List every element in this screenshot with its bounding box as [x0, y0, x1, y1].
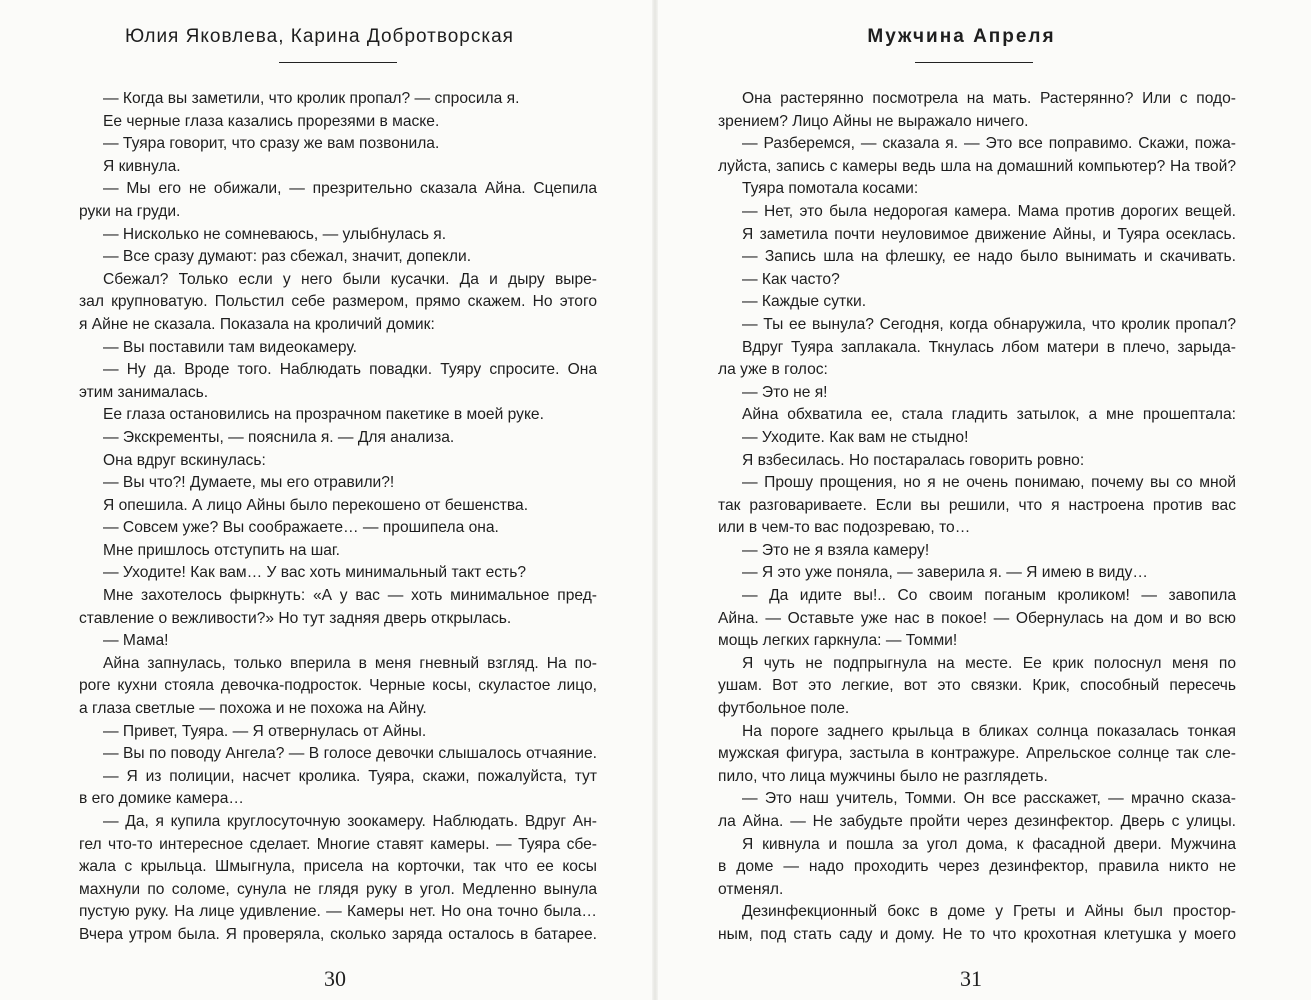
text-line: Сбежал? Только если у него были кусачки. Да и дыру выре- [103, 270, 597, 288]
text-line: пустую руку. На лице удивление. — Камеры нет. Но она точно была… [79, 903, 597, 921]
text-line: Айна. — Оставьте уже нас в покое! — Обернулась на дом и во всю [718, 609, 1236, 627]
text-line: мужская фигура, застыла в контражуре. Апрельское солнце так сле- [718, 745, 1236, 763]
text-line: Я взбесилась. Но постаралась говорить ровно: [742, 451, 1085, 469]
text-line: — Как часто? [742, 270, 840, 288]
text-line: — Это не я взяла камеру! [742, 541, 930, 559]
running-header-title: Мужчина Апреля [867, 26, 1056, 47]
text-line: Вчера утром была. Я проверяла, сколько заряда осталось в батарее. [79, 925, 597, 943]
text-line: Туяра помотала косами: [742, 180, 919, 198]
running-header-authors: Юлия Яковлева, Карина Добротворская [125, 26, 514, 47]
text-line: этим занималась. [79, 383, 209, 401]
text-line: Она растерянно посмотрела на мать. Растерянно? Или с подо- [742, 90, 1236, 107]
text-line: На пороге заднего крыльца в бликах солнца показалась тонкая [742, 722, 1236, 740]
text-line: Я кивнула. [103, 157, 181, 175]
text-line: — Туяра говорит, что сразу же вам позвонила. [103, 135, 440, 153]
left-page [0, 0, 655, 1000]
text-line: — Каждые сутки. [742, 293, 867, 311]
text-line: ла Айна. — Не забудьте пройти через дезинфектор. Дверь с улицы. [718, 813, 1236, 830]
text-line: — Уходите! Как вам… У вас хоть минимальный такт есть? [103, 564, 526, 582]
text-line: Мне захотелось фыркнуть: «А у вас — хоть минимальное пред- [103, 587, 597, 605]
text-line: жала с крыльца. Шмыгнула, присела на корточки, так что ее косы [79, 858, 597, 876]
text-line: Дезинфекционный бокс в доме у Греты и Айны был простор- [742, 903, 1236, 921]
text-line: — Это наш учитель, Томми. Он все расскажет, — мрачно сказа- [742, 790, 1236, 808]
header-rule [279, 62, 397, 63]
text-line: — Нисколько не сомневаюсь, — улыбнулась я. [103, 225, 447, 243]
text-line: Айна запнулась, только вперила в меня гневный взгляд. На по- [103, 654, 597, 672]
text-line: Мне пришлось отступить на шаг. [103, 541, 341, 559]
text-line: — Все сразу думают: раз сбежал, значит, допекли. [103, 248, 472, 266]
text-line: — Вы поставили там видеокамеру. [103, 338, 357, 356]
text-line: ставление о вежливости?» Но тут задняя дверь открылась. [79, 609, 512, 627]
text-line: Я кивнула и пошла за угол дома, к фасадной двери. Мужчина [742, 835, 1236, 853]
text-line: Я опешила. А лицо Айны было перекошено от бешенства. [103, 496, 529, 514]
page-number: 31 [960, 966, 982, 991]
text-line: ным, под стать саду и дому. Не то что крохотная клетушка у моего [718, 925, 1236, 943]
text-line: в его домике камера… [79, 790, 245, 808]
text-line: — Совсем уже? Вы соображаете… — прошипела она. [103, 519, 499, 537]
right-page [656, 0, 1311, 1000]
text-line: роге кухни стояла девочка-подросток. Черные косы, скуластое лицо, [79, 677, 597, 695]
text-line: — Разберемся, — сказала я. — Это все поправимо. Скажи, пожа- [742, 135, 1236, 153]
text-line: Я заметила почти неуловимое движение Айны, и Туяра осеклась. [742, 225, 1236, 243]
text-line: или в чем-то вас подозреваю, то… [718, 519, 971, 537]
text-line: — Уходите. Как вам не стыдно! [742, 428, 969, 446]
text-line: футбольное поле. [718, 700, 850, 718]
text-line: — Мы его не обижали, — презрительно сказала Айна. Сцепила [103, 180, 597, 198]
body-text [718, 88, 1236, 947]
text-line: — Привет, Туяра. — Я отвернулась от Айны. [103, 722, 427, 740]
text-line: пило, что лица мужчины было не разглядеть. [718, 767, 1048, 785]
text-line: — Да, я купила круглосуточную зоокамеру. Наблюдать. Вдруг Ан- [103, 813, 597, 830]
text-line: — Вы что?! Думаете, мы его отравили?! [103, 474, 395, 492]
text-line: — Прошу прощения, но я не очень понимаю, почему вы со мной [742, 474, 1236, 492]
text-line: так разговариваете. Если вы решили, что я настроена против вас [718, 496, 1236, 514]
text-line: — Вы по поводу Ангела? — В голосе девочки слышалось отчаяние. [103, 745, 597, 763]
text-line: отменял. [718, 880, 784, 898]
page-number: 30 [324, 966, 346, 991]
text-line: — Я из полиции, насчет кролика. Туяра, скажи, пожалуйста, тут [103, 767, 597, 785]
text-line: в доме — надо проходить через дезинфектор, правила никто не [718, 858, 1236, 876]
text-line: руки на груди. [79, 202, 181, 220]
text-line: а глаза светлые — похожа и не похожа на Айну. [79, 700, 427, 718]
text-line: Она вдруг вскинулась: [103, 451, 266, 469]
text-line: ла уже в голос: [718, 361, 828, 379]
text-line: — Запись шла на флешку, ее надо было вынимать и скачивать. [742, 248, 1236, 266]
text-line: — Я это уже поняла, — заверила я. — Я имею в виду… [742, 564, 1149, 582]
text-line: мощь легких гаркнула: — Томми! [718, 632, 958, 650]
text-line: — Экскременты, — пояснила я. — Для анализа. [103, 428, 455, 446]
text-line: махнули по соломе, сунула не глядя руку в угол. Медленно вынула [79, 880, 597, 898]
text-line: Ее черные глаза казались прорезями в маске. [103, 112, 440, 130]
text-line: — Мама! [103, 632, 169, 650]
text-line: Я чуть не подпрыгнула на месте. Ее крик полоснул меня по [742, 654, 1236, 672]
text-line: гел что-то интересное сделает. Многие ставят камеры. — Туяра сбе- [79, 835, 597, 853]
text-line: зал крупноватую. Польстил себе размером, прямо скажем. Но этого [79, 293, 597, 311]
text-line: я Айне не сказала. Показала на кроличий домик: [79, 315, 435, 333]
body-text [79, 88, 597, 947]
text-line: зрением? Лицо Айны не выражало ничего. [718, 112, 1029, 130]
text-line: луйста, запись с камеры ведь шла на домашний компьютер? На твой? [718, 157, 1236, 175]
text-line: — Да идите вы!.. Со своим поганым кроликом! — завопила [742, 587, 1236, 605]
text-line: — Это не я! [742, 383, 828, 401]
text-line: — Нет, это была недорогая камера. Мама против дорогих вещей. [742, 202, 1236, 220]
text-line: Айна обхватила ее, стала гладить затылок, а мне прошептала: [742, 406, 1236, 424]
text-line: Ее глаза остановились на прозрачном пакетике в моей руке. [103, 406, 544, 424]
header-rule [915, 62, 1033, 63]
text-line: — Когда вы заметили, что кролик пропал? — спросила я. [103, 90, 520, 107]
text-line: — Ну да. Вроде того. Наблюдать повадки. Туяру спросите. Она [103, 361, 597, 379]
text-line: — Ты ее вынула? Сегодня, когда обнаружила, что кролик пропал? [742, 315, 1236, 333]
text-line: ушам. Вот это легкие, вот это связки. Крик, способный пересечь [718, 677, 1236, 695]
text-line: Вдруг Туяра заплакала. Ткнулась лбом матери в плечо, зарыда- [742, 338, 1236, 356]
